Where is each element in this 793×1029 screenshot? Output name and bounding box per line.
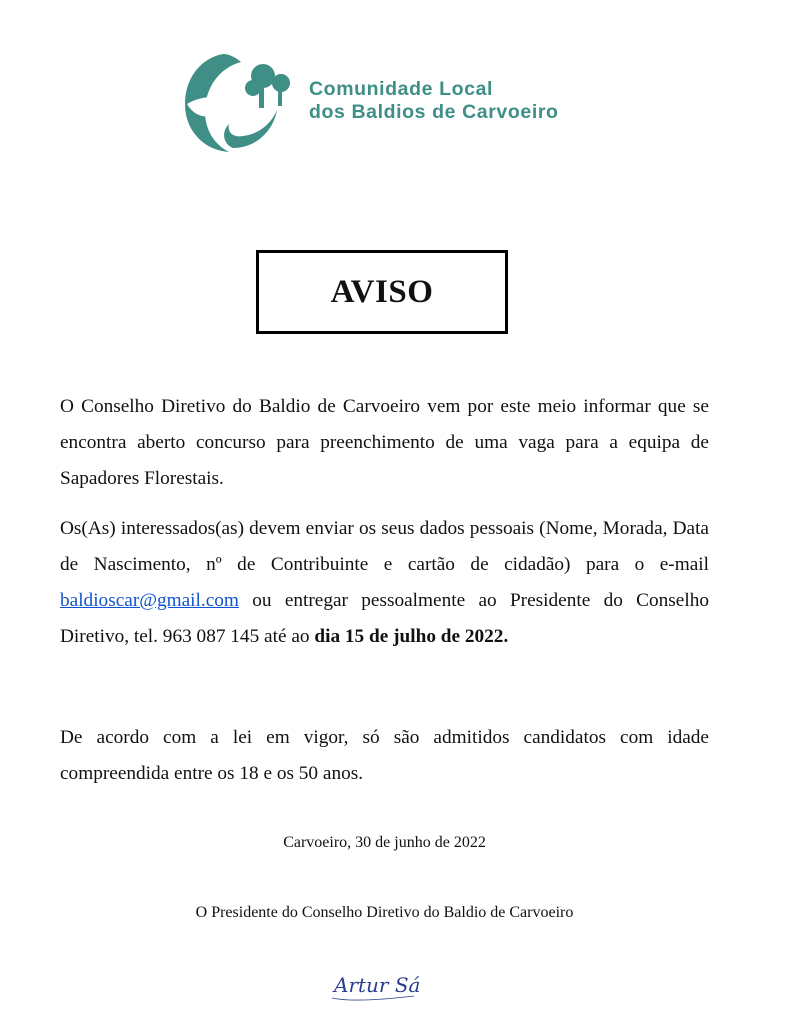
paragraph-instructions [60,511,709,655]
signatory-title: O Presidente do Conselho Diretivo do Baldio de Carvoeiro [195,904,574,921]
svg-text:Artur Sá: Artur Sá [334,973,420,997]
paragraph-announcement: O Conselho Diretivo do Baldio de Carvoeiro vem por este meio informar que se encontra aberto concurso para preenchimento de uma vaga para a equipa de Sapadores Florestais. [60,396,709,489]
organization-logo [183,52,603,156]
date-line: Carvoeiro, 30 de junho de 2022 [283,834,486,851]
notice-title-box [256,250,508,334]
tree-emblem-icon [183,52,295,156]
instructions-text: Os(As) interessados(as) devem enviar os seus dados pessoais (Nome, Morada, Data de Nascimento, nº de Contribuinte e cartão de cidadão) para o e-mail [60,518,709,575]
logo-line-1: Comunidade Local [309,78,494,100]
instructions-text-cont: ou entregar pessoalmente ao Presidente do Conselho Diretivo, tel. 963 087 145 até ao [60,590,709,647]
email-link[interactable]: baldioscar@gmail.com [60,590,239,611]
paragraph-age-requirement: De acordo com a lei em vigor, só são admitidos candidatos com idade compreendida entre os 18 e os 50 anos. [60,727,709,784]
logo-line-2: dos Baldios de Carvoeiro [309,101,559,123]
notice-title: AVISO [330,273,434,310]
deadline-text: dia 15 de julho de 2022. [314,626,509,647]
handwritten-signature [330,966,420,1006]
